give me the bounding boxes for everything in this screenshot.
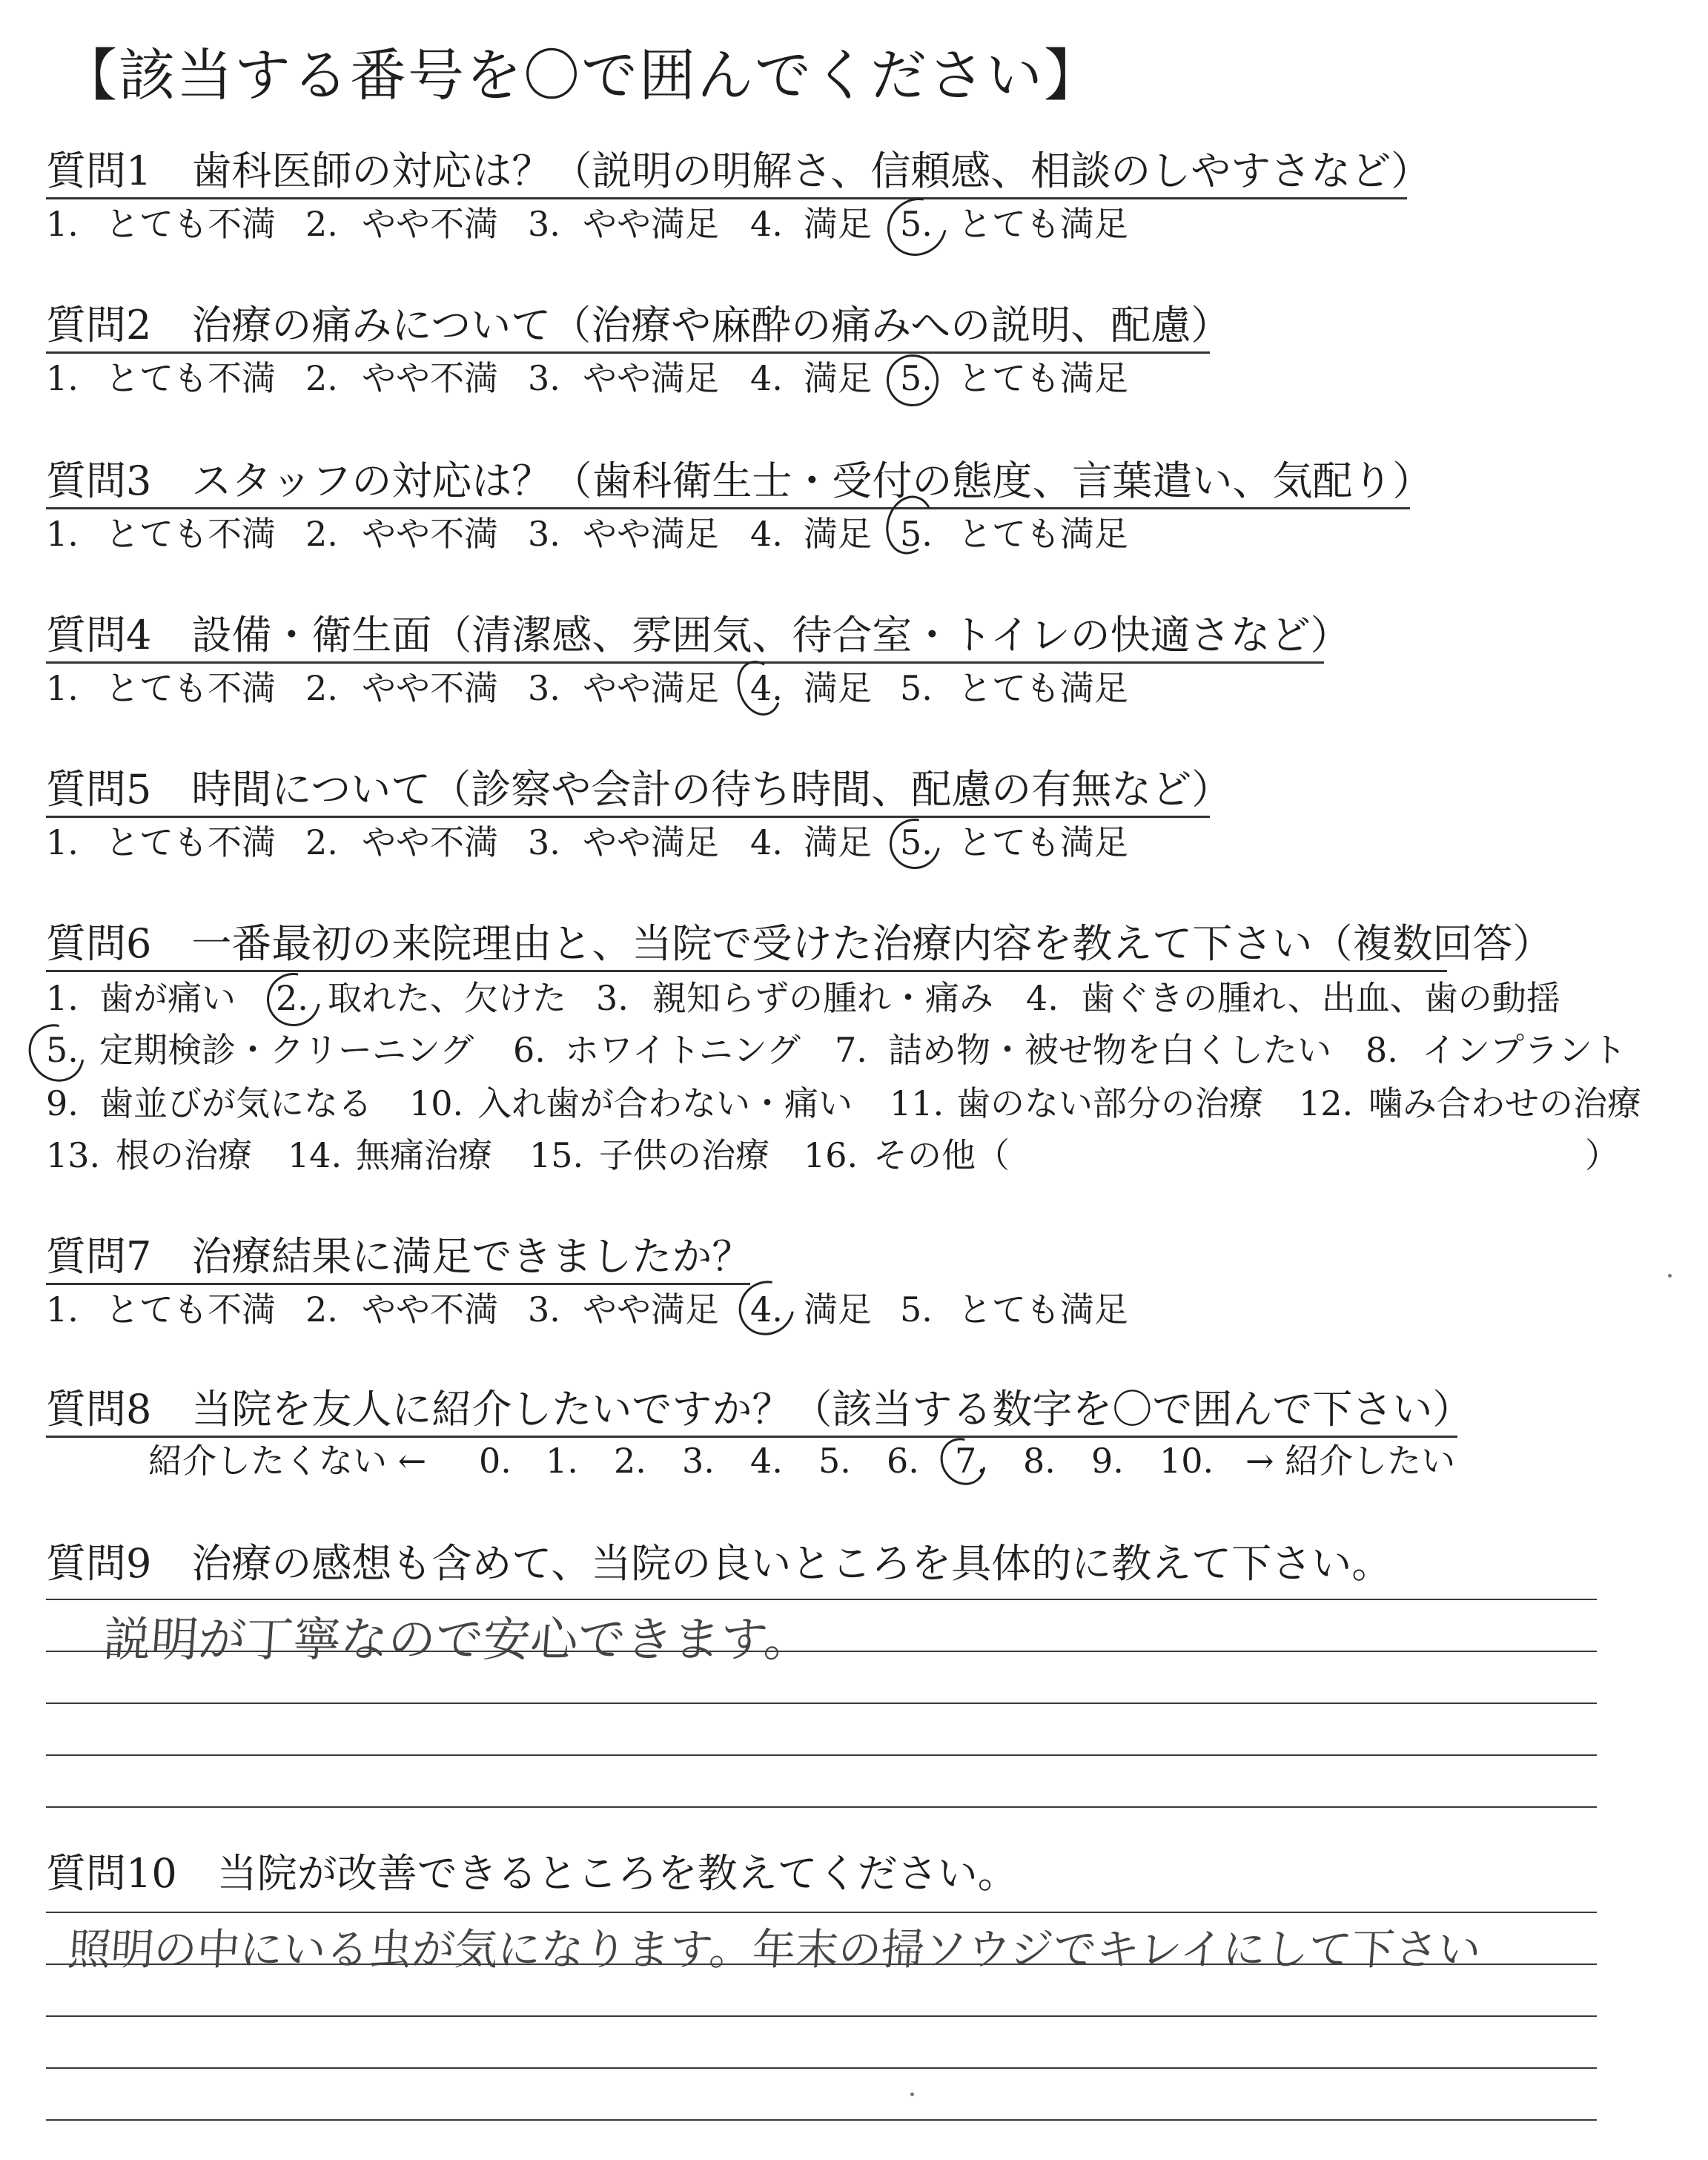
q6-other-close-paren: ） [1585, 1135, 1619, 1175]
q8-scale-6[interactable]: 6. [887, 1441, 919, 1481]
q5-opt-1-label: とても不満 [105, 822, 276, 862]
q6-opt-5-num[interactable]: 5. [46, 1030, 79, 1070]
q6-opt-7-num[interactable]: 7. [835, 1030, 867, 1070]
q4-opt-1-label: とても不満 [105, 668, 276, 708]
question-3-underline [46, 507, 1410, 509]
q2-opt-5-label: とても満足 [958, 358, 1128, 398]
q9-answer-line-3 [46, 1702, 1597, 1704]
q4-opt-1-num[interactable]: 1. [46, 668, 79, 708]
q6-opt-3-label: 親知らずの腫れ・痛み [652, 978, 993, 1018]
q4-opt-2-num[interactable]: 2. [305, 668, 338, 708]
q5-opt-2-num[interactable]: 2. [305, 822, 338, 862]
q4-opt-3-num[interactable]: 3. [528, 668, 560, 708]
question-3-title: 質問3 スタッフの対応は？（歯科衛生士・受付の態度、言葉遣い、気配り） [46, 458, 1433, 504]
q5-selection-circle [880, 809, 950, 879]
q6-opt-6-label: ホワイトニング [565, 1030, 801, 1070]
question-4-title: 質問4 設備・衛生面（清潔感、雰囲気、待合室・トイレの快適さなど） [46, 612, 1351, 658]
question-5-underline [46, 816, 1210, 818]
q6-opt-14-label: 無痛治療 [356, 1135, 492, 1175]
q3-opt-3-num[interactable]: 3. [528, 514, 560, 554]
q3-opt-5-num[interactable]: 5. [900, 514, 933, 554]
question-8-underline [46, 1436, 1457, 1438]
q3-opt-4-label: 満足 [804, 514, 872, 554]
q2-opt-1-label: とても不満 [105, 358, 276, 398]
q5-opt-5-label: とても満足 [958, 822, 1128, 862]
q4-opt-4-label: 満足 [804, 668, 872, 708]
q6-opt-9-num[interactable]: 9. [46, 1083, 79, 1123]
q4-opt-4-num[interactable]: 4. [750, 668, 783, 708]
q6-selection-circle-2 [256, 962, 331, 1037]
q7-opt-4-num[interactable]: 4. [750, 1289, 783, 1330]
question-5-title: 質問5 時間について（診察や会計の待ち時間、配慮の有無など） [46, 766, 1232, 813]
q6-opt-1-num[interactable]: 1. [46, 978, 79, 1018]
q6-opt-9-label: 歯並びが気になる [99, 1083, 372, 1123]
q5-opt-4-num[interactable]: 4. [750, 822, 783, 862]
q1-opt-1-num[interactable]: 1. [46, 204, 79, 244]
question-6-underline [46, 970, 1447, 972]
q6-opt-12-num[interactable]: 12. [1299, 1083, 1354, 1123]
q7-opt-1-num[interactable]: 1. [46, 1289, 79, 1330]
q8-left-label: 紹介したくない ← [148, 1441, 427, 1481]
q10-answer-line-3 [46, 2015, 1597, 2017]
q3-opt-2-num[interactable]: 2. [305, 514, 338, 554]
q8-scale-7[interactable]: 7. [955, 1441, 987, 1481]
question-4-underline [46, 661, 1324, 664]
q6-opt-3-num[interactable]: 3. [596, 978, 629, 1018]
q7-opt-4-label: 満足 [804, 1289, 872, 1330]
q1-opt-5-label: とても満足 [958, 204, 1128, 244]
q5-opt-1-num[interactable]: 1. [46, 822, 79, 862]
question-10-title: 質問10 当院が改善できるところを教えてください。 [46, 1850, 1018, 1897]
q5-opt-5-num[interactable]: 5. [900, 822, 933, 862]
question-1-underline [46, 197, 1407, 199]
q6-opt-4-num[interactable]: 4. [1026, 978, 1059, 1018]
q6-opt-14-num[interactable]: 14. [288, 1135, 342, 1175]
q7-opt-5-num[interactable]: 5. [900, 1289, 933, 1330]
q1-opt-2-label: やや不満 [362, 204, 498, 244]
q6-opt-12-label: 噛み合わせの治療 [1368, 1083, 1641, 1123]
q8-right-label: → 紹介したい [1245, 1441, 1456, 1481]
q3-opt-2-label: やや不満 [362, 514, 498, 554]
question-8-title: 質問8 当院を友人に紹介したいですか？（該当する数字を〇で囲んで下さい） [46, 1386, 1473, 1433]
q4-opt-5-label: とても満足 [958, 668, 1128, 708]
q1-opt-1-label: とても不満 [105, 204, 276, 244]
q6-opt-10-label: 入れ歯が合わない・痛い [477, 1083, 853, 1123]
q9-handwritten-answer[interactable]: 説明が丁寧なので安心できます。 [101, 1613, 814, 1668]
q2-opt-4-num[interactable]: 4. [750, 358, 783, 398]
q6-opt-15-label: 子供の治療 [599, 1135, 769, 1175]
q6-opt-15-num[interactable]: 15. [529, 1135, 584, 1175]
q1-opt-5-num[interactable]: 5. [900, 204, 933, 244]
q8-scale-4[interactable]: 4. [750, 1441, 783, 1481]
q9-answer-line-4 [46, 1754, 1597, 1756]
q6-opt-2-num[interactable]: 2. [276, 978, 308, 1018]
q6-opt-4-label: 歯ぐきの腫れ、出血、歯の動揺 [1081, 978, 1560, 1018]
q7-opt-1-label: とても不満 [105, 1289, 276, 1330]
q9-answer-line-1 [46, 1599, 1597, 1600]
q5-opt-4-label: 満足 [804, 822, 872, 862]
q8-scale-10[interactable]: 10. [1159, 1441, 1214, 1481]
question-7-underline [46, 1283, 750, 1285]
q6-opt-8-label: インプラント [1422, 1030, 1626, 1070]
q6-opt-13-label: 根の治療 [116, 1135, 252, 1175]
q2-opt-2-num[interactable]: 2. [305, 358, 338, 398]
question-6-title: 質問6 一番最初の来院理由と、当院で受けた治療内容を教えて下さい（複数回答） [46, 920, 1553, 967]
question-9-title: 質問9 治療の感想も含めて、当院の良いところを具体的に教えて下さい。 [46, 1540, 1392, 1587]
q1-opt-3-label: やや満足 [583, 204, 719, 244]
q8-scale-8[interactable]: 8. [1023, 1441, 1056, 1481]
q8-scale-1[interactable]: 1. [546, 1441, 578, 1481]
q6-opt-16-num[interactable]: 16. [804, 1135, 858, 1175]
q1-opt-4-num[interactable]: 4. [750, 204, 783, 244]
q10-handwritten-answer[interactable]: 照明の中にいる虫が気になります。年末の掃ソウジでキレイにして下さい [66, 1924, 1483, 1975]
q1-opt-4-label: 満足 [804, 204, 872, 244]
q3-opt-1-label: とても不満 [105, 514, 276, 554]
q8-scale-0[interactable]: 0. [479, 1441, 512, 1481]
q6-opt-7-label: 詰め物・被せ物を白くしたい [888, 1030, 1331, 1070]
q6-opt-11-label: 歯のない部分の治療 [956, 1083, 1263, 1123]
q6-opt-13-num[interactable]: 13. [46, 1135, 101, 1175]
q1-opt-3-num[interactable]: 3. [528, 204, 560, 244]
q6-opt-2-label: 取れた、欠けた [328, 978, 566, 1018]
q6-opt-1-label: 歯が痛い [99, 978, 236, 1018]
q6-opt-5-label: 定期検診・クリーニング [99, 1030, 474, 1070]
q4-opt-5-num[interactable]: 5. [900, 668, 933, 708]
q9-answer-line-5 [46, 1806, 1597, 1808]
q8-scale-3[interactable]: 3. [682, 1441, 715, 1481]
q10-answer-line-4 [46, 2067, 1597, 2069]
q2-opt-4-label: 満足 [804, 358, 872, 398]
q2-opt-5-num[interactable]: 5. [900, 358, 933, 398]
q6-opt-16-label: その他（ [873, 1135, 1010, 1175]
q4-selection-circle [730, 655, 789, 722]
q7-opt-3-label: やや満足 [583, 1289, 719, 1330]
q5-opt-2-label: やや不満 [362, 822, 498, 862]
question-1-title: 質問1 歯科医師の対応は？（説明の明解さ、信頼感、相談のしやすさなど） [46, 148, 1431, 194]
q2-opt-3-num[interactable]: 3. [528, 358, 560, 398]
q6-opt-6-num[interactable]: 6. [513, 1030, 546, 1070]
q2-opt-3-label: やや満足 [583, 358, 719, 398]
q2-opt-1-num[interactable]: 1. [46, 358, 79, 398]
q7-opt-2-num[interactable]: 2. [305, 1289, 338, 1330]
q4-opt-3-label: やや満足 [583, 668, 719, 708]
q1-opt-2-num[interactable]: 2. [305, 204, 338, 244]
q2-selection-circle [876, 344, 948, 416]
q3-opt-4-num[interactable]: 4. [750, 514, 783, 554]
q5-opt-3-num[interactable]: 3. [528, 822, 560, 862]
q3-opt-3-label: やや満足 [583, 514, 719, 554]
q2-opt-2-label: やや不満 [362, 358, 498, 398]
q7-opt-2-label: やや不満 [362, 1289, 498, 1330]
scan-speck [910, 2093, 914, 2096]
page-title: 【該当する番号を〇で囲んでください】 [61, 42, 1102, 108]
q7-opt-3-num[interactable]: 3. [528, 1289, 560, 1330]
question-2-title: 質問2 治療の痛みについて（治療や麻酔の痛みへの説明、配慮） [46, 302, 1231, 349]
q10-answer-line-1 [46, 1912, 1597, 1913]
scan-speck [1668, 1274, 1672, 1278]
q3-opt-5-label: とても満足 [958, 514, 1128, 554]
q8-scale-5[interactable]: 5. [818, 1441, 851, 1481]
q6-opt-11-num[interactable]: 11. [890, 1083, 944, 1123]
q8-scale-2[interactable]: 2. [614, 1441, 646, 1481]
q10-answer-line-5 [46, 2119, 1597, 2121]
q8-scale-9[interactable]: 9. [1091, 1441, 1124, 1481]
q5-opt-3-label: やや満足 [583, 822, 719, 862]
q6-opt-8-num[interactable]: 8. [1366, 1030, 1398, 1070]
q6-opt-10-num[interactable]: 10. [409, 1083, 464, 1123]
q4-opt-2-label: やや不満 [362, 668, 498, 708]
question-7-title: 質問7 治療結果に満足できましたか？ [46, 1233, 752, 1280]
q3-opt-1-num[interactable]: 1. [46, 514, 79, 554]
q7-opt-5-label: とても満足 [958, 1289, 1128, 1330]
question-2-underline [46, 351, 1210, 354]
